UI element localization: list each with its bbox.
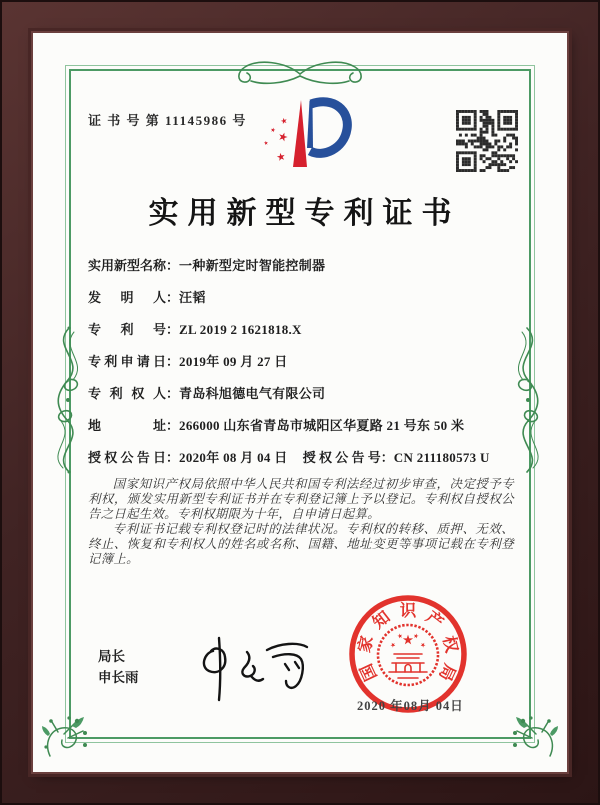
- left-flourish-ornament: [45, 325, 89, 475]
- field-value: 一种新型定时智能控制器: [179, 258, 326, 273]
- field-utility-model-name: 实用新型名称：一种新型定时智能控制器: [88, 258, 326, 273]
- signer-title: 局长: [98, 649, 125, 664]
- field-address: 地址：266000 山东省青岛市城阳区华夏路 21 号东 50 米: [88, 418, 465, 433]
- qr-code: [456, 110, 518, 172]
- bottom-left-floral-ornament: [42, 714, 90, 762]
- field-label: 专利申请日: [88, 354, 166, 369]
- seal-date: 2020 年08月 04日: [357, 699, 464, 713]
- field-value: 2019年 09 月 27 日: [179, 354, 288, 369]
- top-flourish-ornament: [230, 54, 370, 92]
- seal-char: 知: [368, 607, 394, 633]
- field-value: ZL 2019 2 1621818.X: [179, 322, 302, 337]
- field-filing-date: 专利申请日：2019年 09 月 27 日: [88, 354, 288, 369]
- field-value: 汪韬: [179, 290, 206, 305]
- signature: [185, 628, 325, 706]
- certificate-number: 证 书 号 第 11145986 号: [88, 113, 247, 128]
- field-grant-number: 授权公告号：CN 211180573 U: [302, 450, 490, 465]
- field-label: 专利权人: [88, 386, 166, 401]
- field-inventor: 发明人：汪韬: [88, 290, 206, 305]
- signer-block: [98, 646, 139, 688]
- field-label: 专利号: [88, 322, 166, 337]
- national-emblem: [378, 625, 438, 685]
- field-patent-number: 专利号：ZL 2019 2 1621818.X: [88, 322, 302, 337]
- seal-char: 国: [356, 660, 381, 684]
- field-label: 地址: [88, 418, 166, 433]
- seal-char: 识: [399, 601, 417, 620]
- field-list: [88, 257, 518, 481]
- bottom-right-floral-ornament: [510, 714, 558, 762]
- seal-char: 局: [435, 660, 460, 684]
- field-label: 实用新型名称: [88, 258, 167, 273]
- field-label: 发明人: [88, 290, 166, 305]
- field-value: 266000 山东省青岛市城阳区华夏路 21 号东 50 米: [179, 418, 465, 433]
- legal-paragraph-1: 国家知识产权局依照中华人民共和国专利法经过初步审查，决定授予专利权，颁发实用新型专利证书并在专利登记簿上予以登记。专利权自授权公告之日起生效。专利权期限为十年，自申请日起算。: [88, 477, 514, 521]
- seal-char: 权: [439, 634, 462, 655]
- seal-char: 产: [422, 607, 448, 633]
- field-value: 青岛科旭德电气有限公司: [179, 386, 326, 401]
- cnipa-logo: [260, 96, 352, 174]
- certificate-title: 实用新型专利证书: [148, 197, 461, 230]
- seal-char: 家: [354, 634, 377, 655]
- field-grant-date: 授权公告日：2020年 08 月 04 日: [88, 450, 288, 465]
- signer-name: 申长雨: [98, 670, 139, 685]
- legal-text: [88, 477, 514, 567]
- field-patentee: 专利权人：青岛科旭德电气有限公司: [88, 386, 326, 401]
- legal-paragraph-2: 专利证书记载专利权登记时的法律状况。专利权的转移、质押、无效、终止、恢复和专利权人的姓名或名称、国籍、地址变更等事项记载在专利登记簿上。: [88, 522, 514, 566]
